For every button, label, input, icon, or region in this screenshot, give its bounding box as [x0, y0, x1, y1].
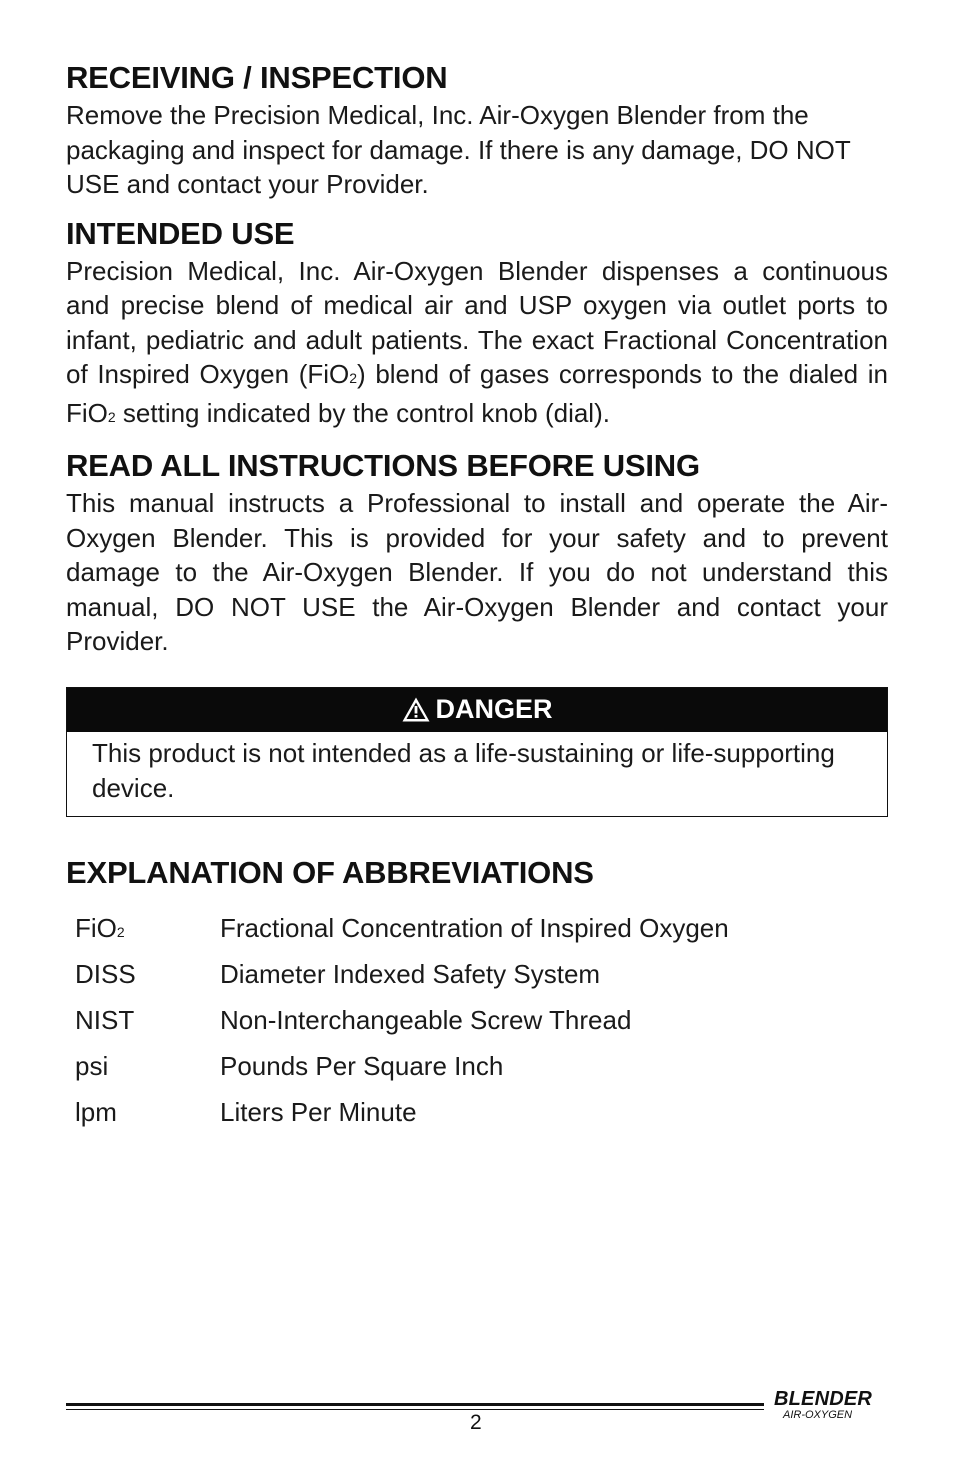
intended-use-section [66, 214, 888, 435]
abbreviation-row [75, 1005, 888, 1051]
abbreviation-term-text: DISS [75, 958, 136, 989]
abbreviation-term [75, 1005, 220, 1036]
danger-header [67, 688, 887, 732]
abbreviation-term-text: NIST [75, 1004, 135, 1035]
abbreviation-definition: Diameter Indexed Safety System [220, 958, 601, 989]
abbreviation-definition: Fractional Concentration of Inspired Oxygen [220, 912, 729, 943]
danger-notice [66, 687, 888, 817]
subscript-2: 2 [107, 408, 116, 425]
footer-rule [66, 1403, 764, 1406]
footer-rule-thin [66, 1409, 764, 1410]
receiving-heading: RECEIVING / INSPECTION [66, 60, 448, 95]
read-all-section [66, 446, 888, 659]
abbreviation-row [75, 959, 888, 1005]
abbreviation-definition: Liters Per Minute [220, 1096, 417, 1127]
intended-use-text-part3: setting indicated by the control knob (dial). [115, 397, 610, 428]
abbreviation-term [75, 1051, 220, 1082]
intended-use-text [66, 254, 888, 435]
abbreviations-table [75, 913, 888, 1143]
intended-use-text-part2: ) blend of gases corresponds to the dialed in FiO [66, 359, 888, 428]
brand-logo-text: BLENDER [774, 1388, 873, 1410]
abbreviation-row [75, 913, 888, 959]
abbreviation-term-text: lpm [75, 1096, 117, 1127]
abbreviation-term-subscript: 2 [116, 923, 125, 940]
abbreviation-term [75, 913, 220, 944]
abbreviation-definition: Non-Interchangeable Screw Thread [220, 1004, 632, 1035]
brand-subtitle: AIR-OXYGEN [783, 1409, 853, 1421]
abbreviation-row [75, 1097, 888, 1143]
intended-use-heading: INTENDED USE [66, 215, 295, 251]
intended-use-text-part1: Precision Medical, Inc. Air-Oxygen Blender dispenses a continuous and precise blend of medical air and USP oxygen via outlet ports to infant, pediatric and adult patients. The exact Fractional Concentration of Inspired Oxygen (FiO [66, 255, 888, 389]
page-number: 2 [470, 1411, 482, 1434]
manual-page [66, 58, 888, 1143]
subscript-2: 2 [349, 370, 358, 386]
abbreviation-term [75, 959, 220, 990]
abbreviation-term-text: psi [75, 1050, 109, 1081]
read-all-text: This manual instructs a Professional to install and operate the Air-Oxygen Blender. This is provided for your safety and to prevent damage to the Air-Oxygen Blender. If you do not understand this manual, DO NOT USE the Air-Oxygen Blender and contact your Provider. [66, 488, 888, 656]
receiving-text: Remove the Precision Medical, Inc. Air-Oxygen Blender from the packaging and inspect for damage. If there is any damage, DO NOT USE and contact your Provider. [66, 100, 851, 199]
receiving-section [66, 58, 888, 202]
abbreviation-definition: Pounds Per Square Inch [220, 1050, 504, 1081]
abbreviations-heading: EXPLANATION OF ABBREVIATIONS [66, 854, 594, 890]
abbreviation-row [75, 1051, 888, 1097]
abbreviation-term-text: FiO [75, 912, 117, 943]
page-footer [66, 1385, 876, 1445]
danger-text: This product is not intended as a life-sustaining or life-supporting device. [92, 737, 835, 803]
abbreviation-term [75, 1097, 220, 1128]
warning-triangle-icon [401, 696, 431, 723]
read-all-heading: READ ALL INSTRUCTIONS BEFORE USING [66, 448, 700, 483]
danger-label: DANGER [435, 694, 553, 724]
